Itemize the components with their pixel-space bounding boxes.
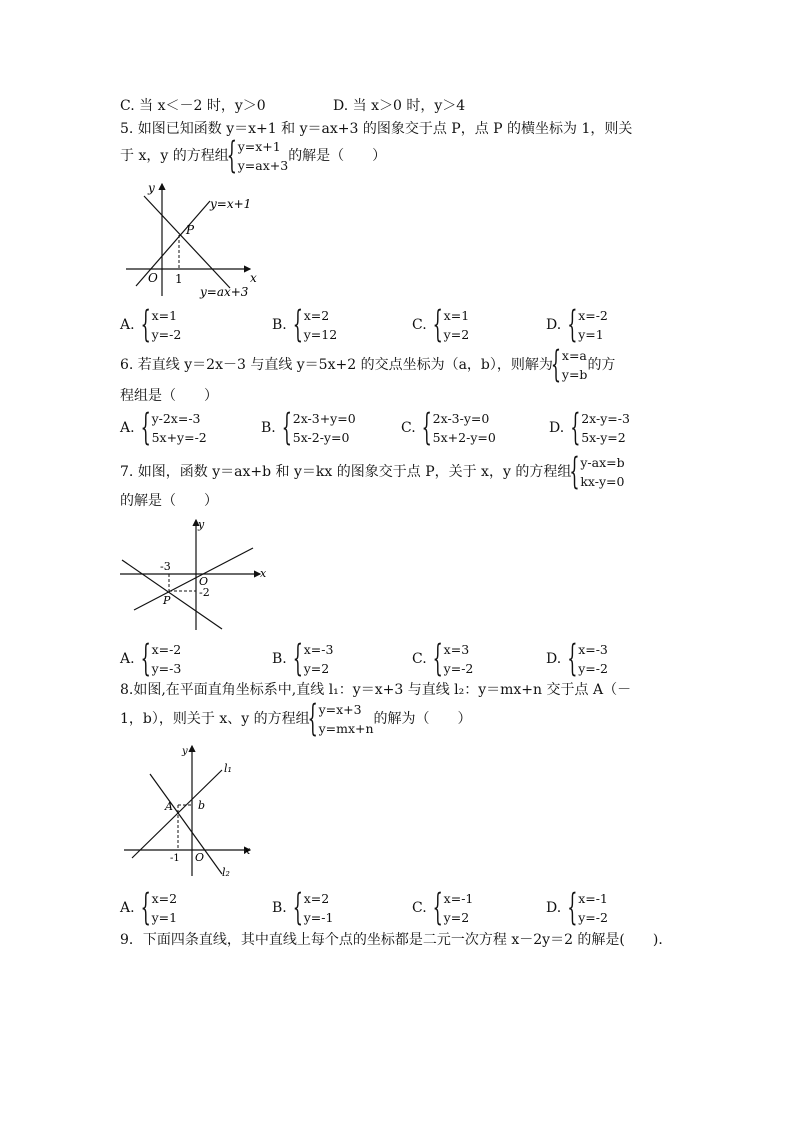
q7-option-a-label: A. <box>120 651 135 667</box>
q5-option-c-label: C. <box>412 317 427 333</box>
q7-figure <box>118 514 273 634</box>
q6-option-d-eq1: { 2x-y=-3 <box>581 411 630 426</box>
q8-stem-post: 的解为（ ） <box>373 711 472 727</box>
q6-stem-post: 的方 <box>587 357 616 373</box>
q8-option-d[interactable] <box>546 889 608 927</box>
q7-option-b-label: B. <box>272 651 287 667</box>
q7-system-eq2: kx-y=0 <box>580 474 625 489</box>
q6-stem-line2: 程组是（ ） <box>120 388 218 404</box>
q5-stem-post: 的解是（ ） <box>288 148 387 164</box>
q8-tick-b-label: b <box>198 799 206 812</box>
q5-x-label: x <box>250 271 257 285</box>
q5-system-eq1: { y=x+1 <box>237 139 281 154</box>
q7-option-c[interactable] <box>412 640 473 678</box>
q7-option-d-eq2: y=-2 <box>578 661 608 676</box>
q6-option-a[interactable] <box>120 409 207 447</box>
q5-figure <box>118 178 268 300</box>
q8-system-eq1: { y=x+3 <box>318 702 362 717</box>
q5-option-d-eq2: y=1 <box>578 327 604 342</box>
q7-option-c-eq2: y=-2 <box>443 661 474 676</box>
q8-l1-label: l₁ <box>224 762 232 775</box>
q5-origin-label: O <box>148 271 158 285</box>
q7-option-a-system <box>143 640 182 678</box>
q8-option-b-eq2: y=-1 <box>303 910 334 925</box>
q7-option-a-eq2: y=-3 <box>151 661 182 676</box>
q8-figure <box>118 742 268 882</box>
q6-option-a-eq1: { y-2x=-3 <box>151 411 201 426</box>
q8-option-b[interactable] <box>272 889 333 927</box>
q6-system-eq1: { x=a <box>561 348 587 363</box>
q7-option-d[interactable] <box>546 640 608 678</box>
q7-tick-y-label: -2 <box>199 586 210 599</box>
q5-option-a-system <box>143 306 182 344</box>
q5-l1-label: y=x+1 <box>210 197 252 211</box>
q7-option-d-system <box>569 640 608 678</box>
q7-line-yaxb <box>134 548 253 610</box>
q8-option-c-system <box>435 889 474 927</box>
q8-line-l1 <box>132 770 222 858</box>
q6-option-c-label: C. <box>401 420 416 436</box>
q8-option-a-eq2: y=1 <box>151 910 178 925</box>
q8-line-l2 <box>150 774 222 874</box>
q5-option-d[interactable] <box>546 306 608 344</box>
q8-option-b-system <box>295 889 334 927</box>
q8-option-a-eq1: { x=2 <box>151 891 178 906</box>
q8-option-d-label: D. <box>546 900 562 916</box>
q8-option-c-eq2: y=2 <box>443 910 470 925</box>
q5-option-a-label: A. <box>120 317 135 333</box>
q8-origin-label: O <box>195 851 205 864</box>
q7-option-d-label: D. <box>546 651 562 667</box>
q8-stem-line2 <box>120 700 472 738</box>
q8-option-a-label: A. <box>120 900 135 916</box>
q7-option-b[interactable] <box>272 640 333 678</box>
q6-option-b-eq1: { 2x-3+y=0 <box>292 411 356 426</box>
q7-option-c-eq1: { x=3 <box>443 642 470 657</box>
q7-x-label: x <box>260 567 267 580</box>
q8-stem-line1: 8.如图,在平面直角坐标系中,直线 l₁：y＝x+3 与直线 l₂：y＝mx+n 交于点 A（－ <box>120 682 632 698</box>
q5-option-c-eq2: y=2 <box>443 327 470 342</box>
q7-origin-label: O <box>199 575 209 588</box>
q6-option-a-eq2: 5x+y=-2 <box>151 430 207 445</box>
q6-stem-pre: 6. 若直线 y＝2x－3 与直线 y＝5x+2 的交点坐标为（a，b），则解为 <box>120 357 553 373</box>
q7-point-label: P <box>163 594 171 607</box>
q6-option-a-label: A. <box>120 420 135 436</box>
q6-option-d-system <box>572 409 630 447</box>
q8-option-c[interactable] <box>412 889 473 927</box>
q7-option-c-label: C. <box>412 651 427 667</box>
q8-option-d-eq2: y=-2 <box>578 910 608 925</box>
q6-option-b-label: B. <box>261 420 276 436</box>
q5-option-b-eq1: { x=2 <box>303 308 330 323</box>
q8-point-label: A <box>165 800 173 813</box>
q5-option-a-eq2: y=-2 <box>151 327 182 342</box>
q8-l2-label: l₂ <box>222 866 230 879</box>
q6-option-a-system <box>143 409 207 447</box>
q6-option-c-system <box>424 409 496 447</box>
q5-option-d-label: D. <box>546 317 562 333</box>
q7-system <box>571 453 624 491</box>
q7-option-b-eq2: y=2 <box>303 661 330 676</box>
q5-option-c-eq1: { x=1 <box>443 308 470 323</box>
q6-option-c-eq2: 5x+2-y=0 <box>432 430 496 445</box>
q8-x-label: x <box>244 844 251 857</box>
q8-option-c-label: C. <box>412 900 427 916</box>
q5-l2-label: y=ax+3 <box>200 285 249 299</box>
q7-y-label: y <box>198 518 205 531</box>
q7-option-d-eq1: { x=-3 <box>578 642 608 657</box>
q8-y-label: y <box>182 746 188 757</box>
q6-system <box>553 346 588 384</box>
q4-option-d: D. 当 x＞0 时，y＞4 <box>333 98 466 114</box>
q5-system <box>229 137 288 175</box>
q5-stem-pre: 于 x，y 的方程组 <box>120 148 229 164</box>
q7-option-a-eq1: { x=-2 <box>151 642 182 657</box>
q7-option-c-system <box>435 640 474 678</box>
q5-option-c[interactable] <box>412 306 469 344</box>
q6-option-c[interactable] <box>401 409 496 447</box>
q5-point-label: P <box>186 223 195 237</box>
q8-option-b-label: B. <box>272 900 287 916</box>
q6-option-b-system <box>284 409 356 447</box>
q5-option-b-system <box>295 306 337 344</box>
q6-option-d-label: D. <box>549 420 565 436</box>
q6-system-eq2: y=b <box>561 367 588 382</box>
q7-tick-x-label: -3 <box>160 560 171 573</box>
q8-system-eq2: y=mx+n <box>318 721 374 736</box>
q8-stem-pre: 1，b），则关于 x、y 的方程组 <box>120 711 310 727</box>
q7-stem-line1 <box>120 453 625 491</box>
q7-option-b-system <box>295 640 334 678</box>
q8-option-a[interactable] <box>120 889 177 927</box>
q8-option-c-eq1: { x=-1 <box>443 891 474 906</box>
q5-option-b-eq2: y=12 <box>303 327 338 342</box>
q5-option-b-label: B. <box>272 317 287 333</box>
q6-option-c-eq1: { 2x-3-y=0 <box>432 411 490 426</box>
q6-option-d[interactable] <box>549 409 630 447</box>
q8-tick-x-label: -1 <box>170 853 180 864</box>
q5-system-eq2: y=ax+3 <box>237 158 289 173</box>
q5-stem-line1: 5. 如图已知函数 y＝x+1 和 y＝ax+3 的图象交于点 P，点 P 的横坐标为 1，则关 <box>120 121 633 137</box>
q7-stem-line2: 的解是（ ） <box>120 493 218 509</box>
q5-option-c-system <box>435 306 470 344</box>
q5-stem-line2 <box>120 137 386 175</box>
q7-system-eq1: { y-ax=b <box>580 455 625 470</box>
q7-option-b-eq1: { x=-3 <box>303 642 334 657</box>
q5-option-d-system <box>569 306 608 344</box>
q5-option-a[interactable] <box>120 306 181 344</box>
q5-option-b[interactable] <box>272 306 337 344</box>
q8-option-b-eq1: { x=2 <box>303 891 330 906</box>
q8-option-a-system <box>143 889 178 927</box>
q5-option-a-eq1: { x=1 <box>151 308 178 323</box>
q6-option-d-eq2: 5x-y=2 <box>581 430 626 445</box>
q5-tick-label: 1 <box>175 272 183 286</box>
q9-stem: 9．下面四条直线，其中直线上每个点的坐标都是二元一次方程 x－2y＝2 的解是( )． <box>120 932 673 948</box>
q7-stem-pre: 7. 如图，函数 y＝ax+b 和 y＝kx 的图象交于点 P，关于 x，y 的方程组 <box>120 464 572 480</box>
q8-system <box>310 700 374 738</box>
q4-option-c: C. 当 x＜－2 时，y＞0 <box>120 98 266 114</box>
q5-option-d-eq1: { x=-2 <box>578 308 608 323</box>
q8-option-d-eq1: { x=-1 <box>578 891 608 906</box>
q8-option-d-system <box>569 889 608 927</box>
q6-stem-line1 <box>120 346 615 384</box>
q6-option-b[interactable] <box>261 409 356 447</box>
q6-option-b-eq2: 5x-2-y=0 <box>292 430 350 445</box>
q5-y-label: y <box>148 181 155 195</box>
q7-option-a[interactable] <box>120 640 181 678</box>
